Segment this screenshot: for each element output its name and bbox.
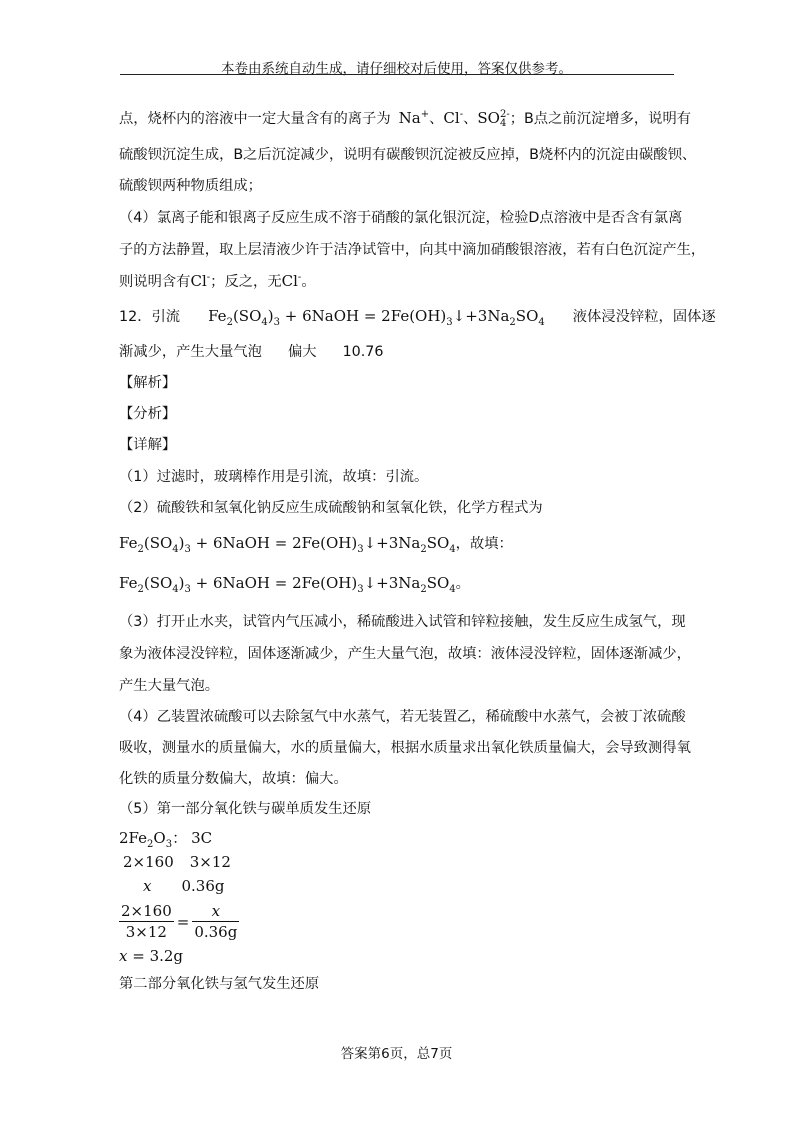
eq-part: Fe [208,307,227,325]
calc-var: x [143,877,152,895]
paragraph-line-cl [119,271,316,292]
cl-symbol: Cl [281,272,298,290]
step-5-line: （5）第一部分氧化铁与碳单质发生还原 [119,801,372,817]
eq-sub: 4 [449,544,456,555]
eq-sub: 4 [261,317,268,328]
calc-term: ： [172,829,188,847]
eq-sub: 2 [137,544,144,555]
question-number: 12．引流 [119,309,181,325]
eq-sub: 3 [357,584,364,595]
eq-sub: 2 [509,317,516,328]
page-footer: 答案第6页，总7页 [340,1046,453,1062]
eq-sub: 3 [184,544,191,555]
denominator: 0.36g [194,923,238,941]
step-3-line: （3）打开止水夹，试管内气压减小，稀硫酸进入试管和锌粒接触，发生反应生成氢气，现 [119,614,686,630]
eq-part: Fe [119,574,138,592]
calc-term: 3×12 [189,853,231,871]
ion-na [399,109,429,127]
text: 点，烧杯内的溶液中一定大量含有的离子为 [119,111,391,127]
eq-sub: 3 [446,317,453,328]
calc-row-1 [119,828,212,848]
so-symbol: SO [477,109,500,127]
section-fenxi: 【分析】 [119,406,177,422]
paragraph-line-ions [119,108,691,129]
paragraph-line: 子的方法静置，取上层清液少许于洁净试管中，向其中滴加硝酸银溶液，若有白色沉淀产生， [119,242,706,258]
eq-sub: 4 [449,584,456,595]
eq-sub: 3 [357,544,364,555]
eq-sub: 2 [226,317,233,328]
eq-sub: 2 [420,544,427,555]
step-2: （2）硫酸铁和氢氧化钠反应生成硫酸钠和氢氧化铁，化学方程式为 [119,500,543,516]
ion-so4 [477,109,509,127]
eq-part: (SO [143,574,173,592]
answer-line [119,342,384,362]
cl-charge: - [459,109,464,120]
eq-sub: 3 [273,317,280,328]
paragraph-line: （4）氯离子能和银离子反应生成不溶于硝酸的氯化银沉淀，检验D点溶液中是否含有氯离 [119,210,683,226]
text: 液体浸没锌粒，固体逐 [572,309,716,325]
calc-var: x [119,947,128,965]
question-12-line [119,306,716,327]
eq-part: + 6NaOH = 2Fe(OH) [279,307,447,325]
calc-term: O [153,829,166,847]
cl-charge: - [206,272,211,283]
step-5-second-part: 第二部分氧化铁与氢气发生还原 [119,976,320,992]
eq-part: +3Na [376,534,421,552]
ion-cl [282,272,302,290]
eq-part: + 6NaOH = 2Fe(OH) [190,534,358,552]
step-4-line: 吸收，测量水的质量偏大，水的质量偏大，根据水质量求出氧化铁质量偏大，会导致测得氧 [119,740,691,756]
text: ，故填： [455,536,513,552]
cl-symbol: Cl [190,272,207,290]
step-2-equation-answer [119,573,470,594]
na-symbol: Na [398,109,421,127]
calc-term: 0.36g [181,877,225,895]
step-4-line: 化铁的质量分数偏大，故填：偏大。 [119,771,348,787]
na-charge: + [420,109,430,120]
eq-part: ) [178,534,185,552]
eq-sub: 3 [184,584,191,595]
eq-sub: 4 [538,317,545,328]
so4-charge: 2- [499,109,510,120]
step-4-line: （4）乙装置浓硫酸可以去除氢气中水蒸气，若无装置乙，稀硫酸中水蒸气，会被丁浓硫酸 [119,709,686,725]
separator: 、 [463,111,478,127]
calc-proportion [119,902,239,941]
denominator: 3×12 [125,923,167,941]
paragraph-line: 硫酸钡沉淀生成，B之后沉淀减少，说明有碳酸钡沉淀被反应掉，B烧杯内的沉淀由碳酸钡、 [119,147,697,163]
eq-part: ) [178,574,185,592]
calc-sub: 3 [165,839,173,850]
step-3-line: 象为液体浸没锌粒，固体逐渐减少，产生大量气泡，故填：液体浸没锌粒，固体逐渐减少， [119,646,691,662]
section-xiangjie: 【详解】 [119,437,177,453]
text: 则说明含有 [119,274,191,290]
page-header: 本卷由系统自动生成，请仔细校对后使用，答案仅供参考。 [221,61,572,77]
cl-charge: - [297,272,302,283]
text: ；B点之前沉淀增多，说明有 [509,111,692,127]
calc-sub: 2 [147,839,154,850]
eq-part: Fe [119,534,138,552]
equals-sign: = [176,912,190,931]
calc-term: 2×160 [123,853,174,871]
calc-term: = 3.2g [127,947,184,965]
text: 渐减少，产生大量气泡 [119,344,262,360]
fraction-right [192,902,239,941]
text: ；反之，无 [210,274,282,290]
numerator: 2×160 [121,902,172,920]
step-2-equation-line [119,533,513,554]
ion-cl [443,109,463,127]
precipitate-arrow: ↓ [363,534,377,552]
text: 10.76 [342,344,384,360]
calc-term: 3C [191,829,213,847]
section-jiexi: 【解析】 [119,375,177,391]
eq-part: + 6NaOH = 2Fe(OH) [190,574,358,592]
text: 。 [301,274,316,290]
so4-subscript: 4 [499,118,507,129]
eq-part: +3Na [376,574,421,592]
calc-result [119,946,183,966]
eq-sub: 2 [137,584,144,595]
paragraph-line: 硫酸钡两种物质组成； [119,178,262,194]
fraction-left [119,902,174,941]
eq-part: SO [426,534,450,552]
calc-term: 2Fe [119,829,148,847]
eq-part: +3Na [465,307,510,325]
calc-row-3 [119,876,224,896]
precipitate-arrow: ↓ [363,574,377,592]
text: 。 [455,576,470,592]
text: 偏大 [287,344,317,360]
separator: 、 [429,111,444,127]
calc-row-2 [119,852,231,872]
eq-sub: 4 [172,584,179,595]
eq-part: (SO [232,307,262,325]
eq-part: SO [515,307,539,325]
ion-cl [190,272,210,290]
chemical-equation [208,307,545,328]
step-1: （1）过滤时，玻璃棒作用是引流，故填：引流。 [119,469,429,485]
eq-part: (SO [143,534,173,552]
chemical-equation [119,534,456,555]
eq-sub: 2 [420,584,427,595]
precipitate-arrow: ↓ [452,307,466,325]
chemical-equation [119,574,456,595]
numerator: x [192,902,239,922]
header-divider [120,74,674,75]
eq-sub: 4 [172,544,179,555]
step-3-line: 产生大量气泡。 [119,678,220,694]
eq-part: SO [426,574,450,592]
cl-symbol: Cl [443,109,460,127]
eq-part: ) [267,307,274,325]
